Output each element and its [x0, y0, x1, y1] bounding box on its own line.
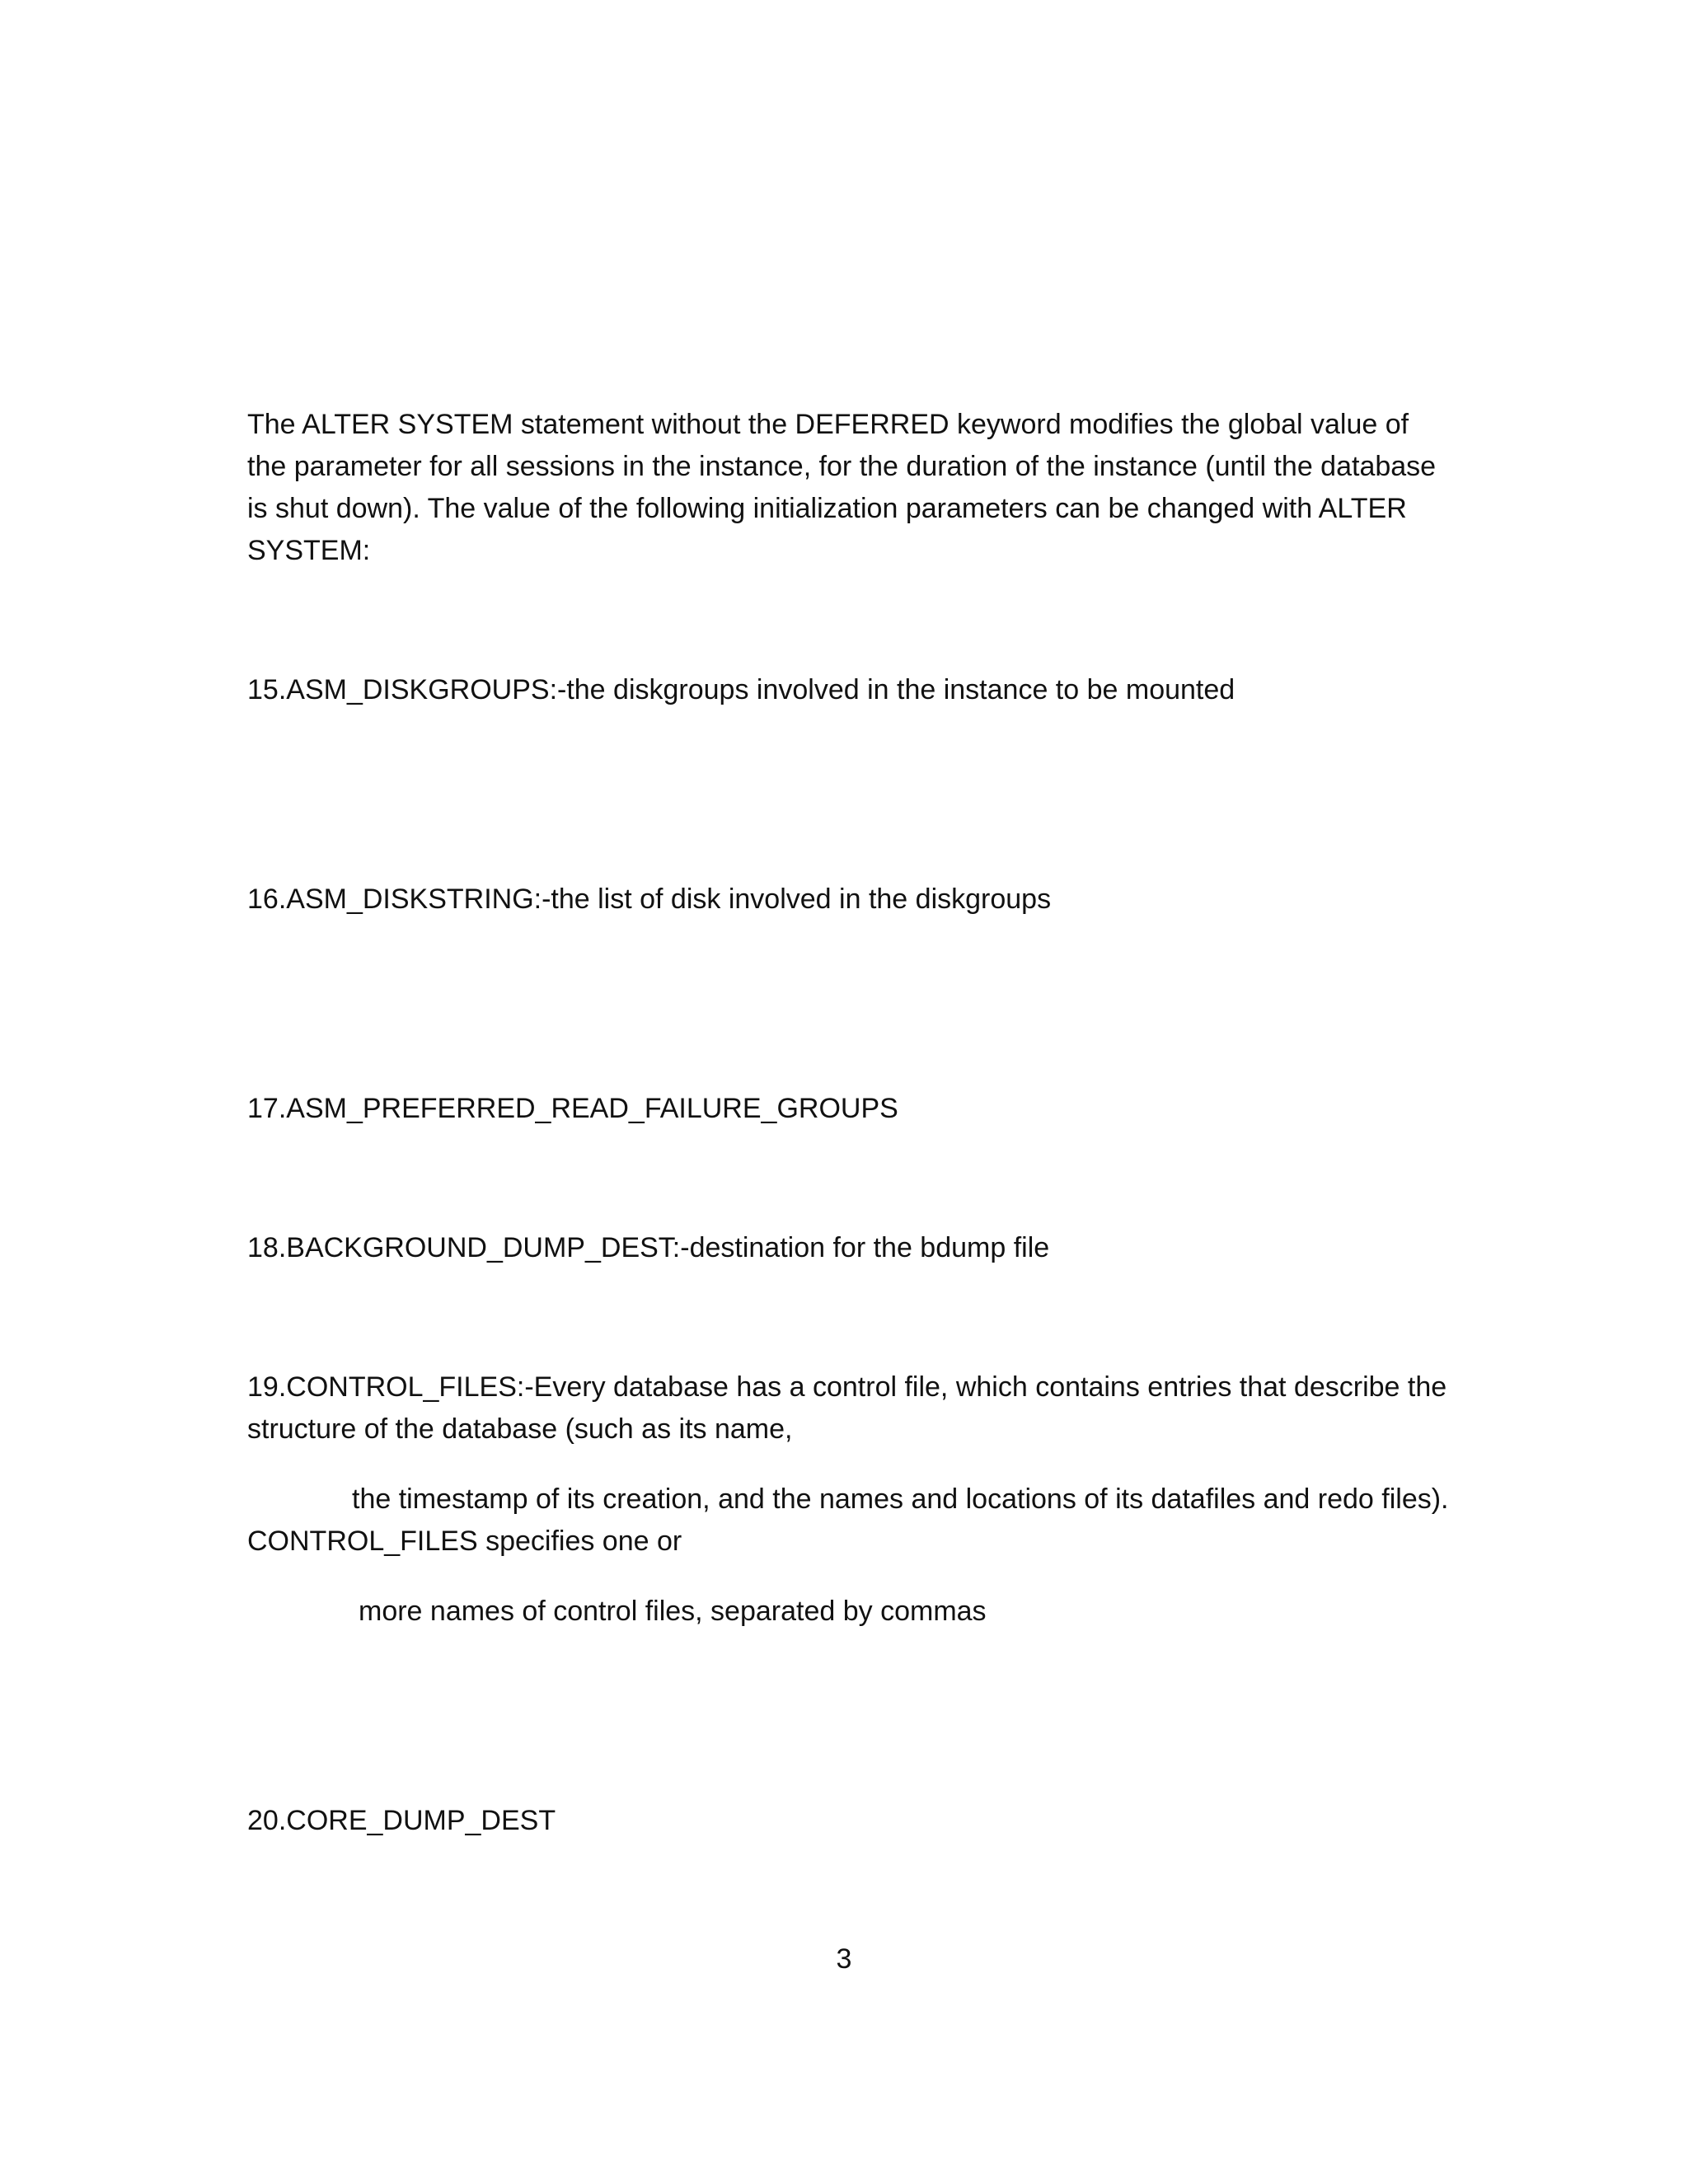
page-number: 3	[836, 1943, 852, 1975]
control-files-continuation: the timestamp of its creation, and the names and locations of its datafiles and redo files). CONTROL_FILES specifies one or	[247, 1483, 1449, 1557]
parameter-item-background-dump-dest: 18.BACKGROUND_DUMP_DEST:-destination for the bdump file	[247, 1232, 1050, 1263]
parameter-item-control-files: 19.CONTROL_FILES:-Every database has a control file, which contains entries that describe the structure of the database (such as its name,	[247, 1371, 1447, 1445]
parameter-item-asm-diskstring: 16.ASM_DISKSTRING:-the list of disk involved in the diskgroups	[247, 883, 1052, 915]
intro-paragraph: The ALTER SYSTEM statement without the DEFERRED keyword modifies the global value of the parameter for all sessions in the instance, for the duration of the instance (until the database is shut down). The value of the following initialization parameters can be changed with ALTER SYSTEM:	[247, 409, 1437, 566]
parameter-item-asm-preferred-read-failure-groups: 17.ASM_PREFERRED_READ_FAILURE_GROUPS	[247, 1093, 898, 1124]
parameter-item-asm-diskgroups: 15.ASM_DISKGROUPS:-the diskgroups involved in the instance to be mounted	[247, 674, 1236, 705]
parameter-item-core-dump-dest: 20.CORE_DUMP_DEST	[247, 1805, 556, 1836]
control-files-continuation-2: more names of control files, separated by commas	[359, 1596, 987, 1627]
